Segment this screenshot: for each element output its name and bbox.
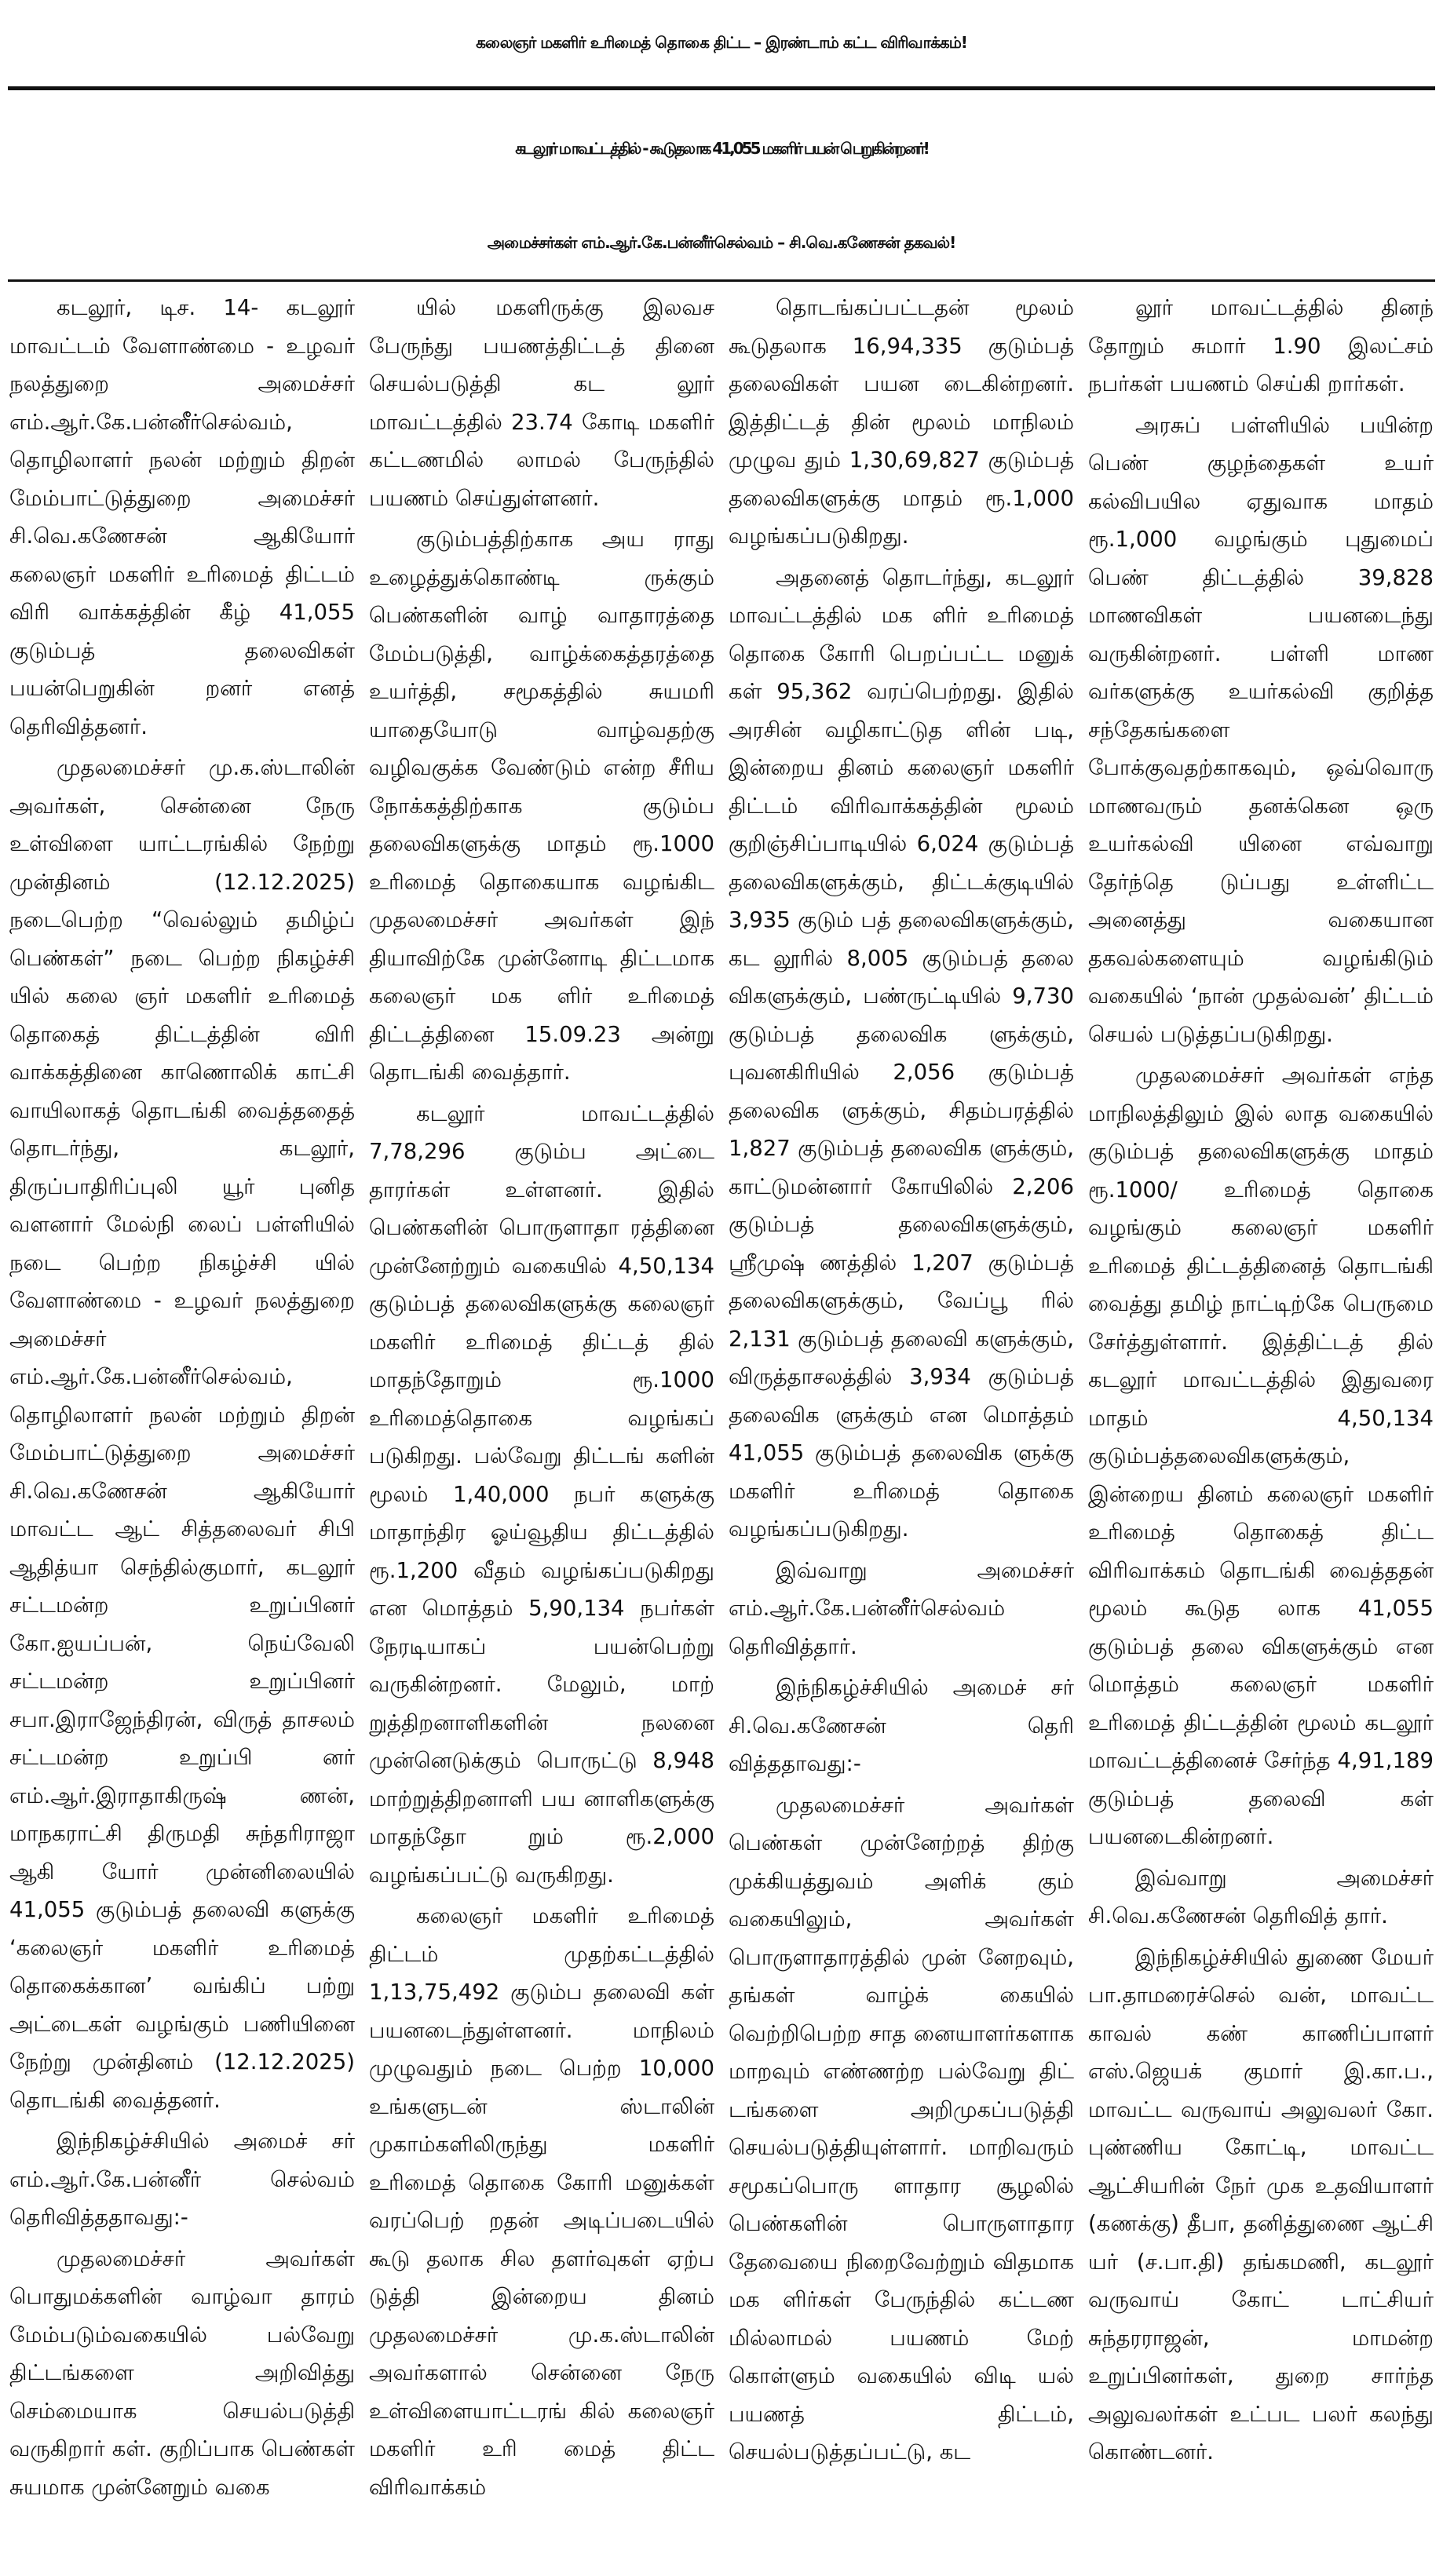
- article-paragraph: தொடங்கப்பட்டதன் மூலம் கூடுதலாக 16,94,335 குடும்பத் தலைவிகள் பயன டைகின்றனர். இத்திட்டத் தின் மூலம் மாநிலம் முழுவ தும் 1,30,69,827 குடும்பத் தலைவிகளுக்கு மாதம் ரூ.1,000 வழங்கப்படுகிறது.: [729, 295, 1074, 549]
- header-divider: [8, 279, 1435, 282]
- article-column-2: [369, 289, 714, 2565]
- article-paragraph: முதலமைச்சர் அவர்கள் பொதுமக்களின் வாழ்வா தாரம் மேம்படும்வகையில் பல்வேறு திட்டங்களை அறிவித்து செம்மையாக செயல்படுத்தி வருகிறார் கள். குறிப்பாக பெண்கள் சுயமாக முன்னேறும் வகை: [9, 2246, 355, 2500]
- subheadline: அமைச்சர்கள் எம்.ஆர்.கே.பன்னீர்செல்வம் – சி.வெ.கணேசன் தகவல்!: [487, 232, 956, 252]
- article-paragraph: குடும்பத்திற்காக அய ராது உழைத்துக்கொண்டி ருக்கும் பெண்களின் வாழ் வாதாரத்தை மேம்படுத்தி, வாழ்க்கைத்தரத்தை உயர்த்தி, சமூகத்தில் சுயமரி யாதையோடு வாழ்வதற்கு வழிவகுக்க வேண்டும் என்ற சீரிய நோக்கத்திற்காக குடும்ப தலைவிகளுக்கு மாதம் ரூ.1000 உரிமைத் தொகையாக வழங்கிட முதலமைச்சர் அவர்கள் இந் தியாவிற்கே முன்னோடி திட்டமாக கலைஞர் மக ளிர் உரிமைத் திட்டத்தினை 15.09.23 அன்று தொடங்கி வைத்தார்.: [369, 527, 714, 1085]
- article-paragraph: முதலமைச்சர் அவர்கள் எந்த மாநிலத்திலும் இல் லாத வகையில் குடும்பத் தலைவிகளுக்கு மாதம் ரூ.1000/ உரிமைத் தொகை வழங்கும் கலைஞர் மகளிர் உரிமைத் திட்டத்தினைத் தொடங்கி வைத்து தமிழ் நாட்டிற்கே பெருமை சேர்த்துள்ளார். இத்திட்டத் தில் கடலூர் மாவட்டத்தில் இதுவரை மாதம் 4,50,134 குடும்பத்தலைவிகளுக்கும், இன்றைய தினம் கலைஞர் மகளிர் உரிமைத் தொகைத் திட்ட விரிவாக்கம் தொடங்கி வைத்ததன் மூலம் கூடுத லாக 41,055 குடும்பத் தலை விகளுக்கும் என மொத்தம் கலைஞர் மகளிர் உரிமைத் திட்டத்தின் மூலம் கடலூர் மாவட்டத்தினைச் சேர்ந்த 4,91,189 குடும்பத் தலைவி கள் பயனடைகின்றனர்.: [1088, 1063, 1434, 1849]
- article-paragraph: இவ்வாறு அமைச்சர் எம்.ஆர்.கே.பன்னீர்செல்வம் தெரிவித்தார்.: [729, 1557, 1074, 1659]
- article-paragraph: முதலமைச்சர் அவர்கள் பெண்கள் முன்னேற்றத் திற்கு முக்கியத்துவம் அளிக் கும் வகையிலும், அவர்கள் பொருளாதாரத்தில் முன் னேறவும், தங்கள் வாழ்க் கையில் வெற்றிபெற்ற சாத னையாளர்களாக மாறவும் எண்ணற்ற பல்வேறு திட் டங்களை அறிமுகப்படுத்தி செயல்படுத்தியுள்ளார். மாறிவரும் சமூகப்பொரு ளாதார சூழலில் பெண்களின் பொருளாதார தேவையை நிறைவேற்றும் விதமாக மக ளிர்கள் பேருந்தில் கட்டண மில்லாமல் பயணம் மேற் கொள்ளும் வகையில் விடி யல் பயணத் திட்டம், செயல்படுத்தப்பட்டு, கட: [729, 1792, 1074, 2465]
- article-paragraph: கடலூர் மாவட்டத்தில் 7,78,296 குடும்ப அட்டை தாரர்கள் உள்ளனர். இதில் பெண்களின் பொருளாதா ரத்தினை முன்னேற்றும் வகையில் 4,50,134 குடும்பத் தலைவிகளுக்கு கலைஞர் மகளிர் உரிமைத் திட்டத் தில் மாதந்தோறும் ரூ.1000 உரிமைத்தொகை வழங்கப் படுகிறது. பல்வேறு திட்டங் களின் மூலம் 1,40,000 நபர் களுக்கு மாதாந்திர ஓய்வூதிய திட்டத்தில் ரூ.1,200 வீதம் வழங்கப்படுகிறது என மொத்தம் 5,90,134 நபர்கள் நேரடியாகப் பயன்பெற்று வருகின்றனர். மேலும், மாற் றுத்திறனாளிகளின் நலனை முன்னெடுக்கும் பொருட்டு 8,948 மாற்றுத்திறனாளி பய னாளிகளுக்கு மாதந்தோ றும் ரூ.2,000 வழங்கப்பட்டு வருகிறது.: [369, 1100, 714, 1888]
- article-paragraph: லூர் மாவட்டத்தில் தினந் தோறும் சுமார் 1.90 இலட்சம் நபர்கள் பயணம் செய்கி றார்கள்.: [1088, 295, 1434, 396]
- kicker-headline: கலைஞர் மகளிர் உரிமைத் தொகை திட்ட – இரண்டாம் கட்ட விரிவாக்கம்!: [476, 32, 967, 52]
- article-paragraph: இந்நிகழ்ச்சியில் அமைச் சர் சி.வெ.கணேசன் தெரி வித்ததாவது:-: [729, 1675, 1074, 1776]
- article-paragraph: அதனைத் தொடர்ந்து, கடலூர் மாவட்டத்தில் மக ளிர் உரிமைத் தொகை கோரி பெறப்பட்ட மனுக் கள் 95,362 வரப்பெற்றது. இதில் அரசின் வழிகாட்டுத ளின் படி, இன்றைய தினம் கலைஞர் மகளிர் திட்டம் விரிவாக்கத்தின் மூலம் குறிஞ்சிப்பாடியில் 6,024 குடும்பத் தலைவிகளுக்கும், திட்டக்குடியில் 3,935 குடும் பத் தலைவிகளுக்கும், கட லூரில் 8,005 குடும்பத் தலை விகளுக்கும், பண்ருட்டியில் 9,730 குடும்பத் தலைவிக ளுக்கும், புவனகிரியில் 2,056 குடும்பத் தலைவிக ளுக்கும், சிதம்பரத்தில் 1,827 குடும்பத் தலைவிக ளுக்கும், காட்டுமன்னார் கோயிலில் 2,206 குடும்பத் தலைவிகளுக்கும், ஸ்ரீமுஷ் ணத்தில் 1,207 குடும்பத் தலைவிகளுக்கும், வேப்பூ ரில் 2,131 குடும்பத் தலைவி களுக்கும், விருத்தாசலத்தில் 3,934 குடும்பத் தலைவிக ளுக்கும் என மொத்தம் 41,055 குடும்பத் தலைவிக ளுக்கு மகளிர் உரிமைத் தொகை வழங்கப்படுகிறது.: [729, 564, 1074, 1542]
- article-paragraph: யில் மகளிருக்கு இலவச பேருந்து பயணத்திட்டத் தினை செயல்படுத்தி கட லூர் மாவட்டத்தில் 23.74 கோடி மகளிர் கட்டணமில் லாமல் பேருந்தில் பயணம் செய்துள்ளனர்.: [369, 295, 714, 511]
- article-paragraph: கடலூர், டிச. 14- கடலூர் மாவட்டம் வேளாண்மை - உழவர் நலத்துறை அமைச்சர் எம்.ஆர்.கே.பன்னீர்செல்வம், தொழிலாளர் நலன் மற்றும் திறன் மேம்பாட்டுத்துறை அமைச்சர் சி.வெ.கணேசன் ஆகியோர் கலைஞர் மகளிர் உரிமைத் திட்டம் விரி வாக்கத்தின் கீழ் 41,055 குடும்பத் தலைவிகள் பயன்பெறுகின் றனர் எனத் தெரிவித்தனர்.: [9, 295, 355, 739]
- article-paragraph: இவ்வாறு அமைச்சர் சி.வெ.கணேசன் தெரிவித் தார்.: [1088, 1865, 1434, 1928]
- article-column-4: [1088, 289, 1434, 2565]
- article-column-1: [9, 289, 355, 2565]
- article-paragraph: முதலமைச்சர் மு.க.ஸ்டாலின் அவர்கள், சென்னை நேரு உள்விளை யாட்டரங்கில் நேற்று முன்தினம் (12.12.2025) நடைபெற்ற “வெல்லும் தமிழ்ப் பெண்கள்” நடை பெற்ற நிகழ்ச்சி யில் கலை ஞர் மகளிர் உரிமைத் தொகைத் திட்டத்தின் விரி வாக்கத்தினை காணொலிக் காட்சி வாயிலாகத் தொடங்கி வைத்ததைத் தொடர்ந்து, கடலூர், திருப்பாதிரிப்புலி யூர் புனித வளனார் மேல்நி லைப் பள்ளியில் நடை பெற்ற நிகழ்ச்சி யில் வேளாண்மை - உழவர் நலத்துறை அமைச்சர் எம்.ஆர்.கே.பன்னீர்செல்வம், தொழிலாளர் நலன் மற்றும் திறன் மேம்பாட்டுத்துறை அமைச்சர் சி.வெ.கணேசன் ஆகியோர் மாவட்ட ஆட் சித்தலைவர் சிபி ஆதித்யா செந்தில்குமார், கடலூர் சட்டமன்ற உறுப்பினர் கோ.ஐயப்பன், நெய்வேலி சட்டமன்ற உறுப்பினர் சபா.இராஜேந்திரன், விருத் தாசலம் சட்டமன்ற உறுப்பி னர் எம்.ஆர்.இராதாகிருஷ் ணன், மாநகராட்சி திருமதி சுந்தரிராஜா ஆகி யோர் முன்னிலையில் 41,055 குடும்பத் தலைவி களுக்கு ‘கலைஞர் மகளிர் உரிமைத் தொகைக்கான’ வங்கிப் பற்று அட்டைகள் வழங்கும் பணியினை நேற்று முன்தினம் (12.12.2025) தொடங்கி வைத்தனர்.: [9, 755, 355, 2113]
- main-headline: கடலூர் மாவட்டத்தில் - கூடுதலாக 41,055 மகளிர் பயன் பெறுகின்றனர்!: [515, 138, 928, 158]
- article-paragraph: இந்நிகழ்ச்சியில் அமைச் சர் எம்.ஆர்.கே.பன்னீர் செல்வம் தெரிவித்ததாவது:-: [9, 2129, 355, 2230]
- article-paragraph: இந்நிகழ்ச்சியில் துணை மேயர் பா.தாமரைச்செல் வன், மாவட்ட காவல் கண் காணிப்பாளர் எஸ்.ஜெயக் குமார் இ.கா.ப., மாவட்ட வருவாய் அலுவலர் கோ. புண்ணிய கோட்டி, மாவட்ட ஆட்சியரின் நேர் முக உதவியாளர் (கணக்கு) தீபா, தனித்துணை ஆட்சி யர் (ச.பா.தி) தங்கமணி, கடலூர் வருவாய் கோட் டாட்சியர் சுந்தரராஜன், மாமன்ற உறுப்பினர்கள், துறை சார்ந்த அலுவலர்கள் உட்பட பலர் கலந்து கொண்டனர்.: [1088, 1944, 1434, 2465]
- article-paragraph: அரசுப் பள்ளியில் பயின்ற பெண் குழந்தைகள் உயர் கல்விபயில ஏதுவாக மாதம் ரூ.1,000 வழங்கும் புதுமைப் பெண் திட்டத்தில் 39,828 மாணவிகள் பயனடைந்து வருகின்றனர். பள்ளி மாண வர்களுக்கு உயர்கல்வி குறித்த சந்தேகங்களை போக்குவதற்காகவும், ஒவ்வொரு மாணவரும் தனக்கென ஒரு உயர்கல்வி யினை எவ்வாறு தேர்ந்தெ டுப்பது உள்ளிட்ட அனைத்து வகையான தகவல்களையும் வழங்கிடும் வகையில் ‘நான் முதல்வன்’ திட்டம் செயல் படுத்தப்படுகிறது.: [1088, 412, 1434, 1047]
- article-paragraph: கலைஞர் மகளிர் உரிமைத் திட்டம் முதற்கட்டத்தில் 1,13,75,492 குடும்ப தலைவி கள் பயனடைந்துள்ளனர். மாநிலம் முழுவதும் நடை பெற்ற 10,000 உங்களுடன் ஸ்டாலின் முகாம்களிலிருந்து மகளிர் உரிமைத் தொகை கோரி மனுக்கள் வரப்பெற் றதன் அடிப்படையில் கூடு தலாக சில தளர்வுகள் ஏற்ப டுத்தி இன்றைய தினம் முதலமைச்சர் மு.க.ஸ்டாலின் அவர்களால் சென்னை நேரு உள்விளையாட்டரங் கில் கலைஞர் மகளிர் உரி மைத் திட்ட விரிவாக்கம்: [369, 1903, 714, 2500]
- article-column-3: [729, 289, 1074, 2565]
